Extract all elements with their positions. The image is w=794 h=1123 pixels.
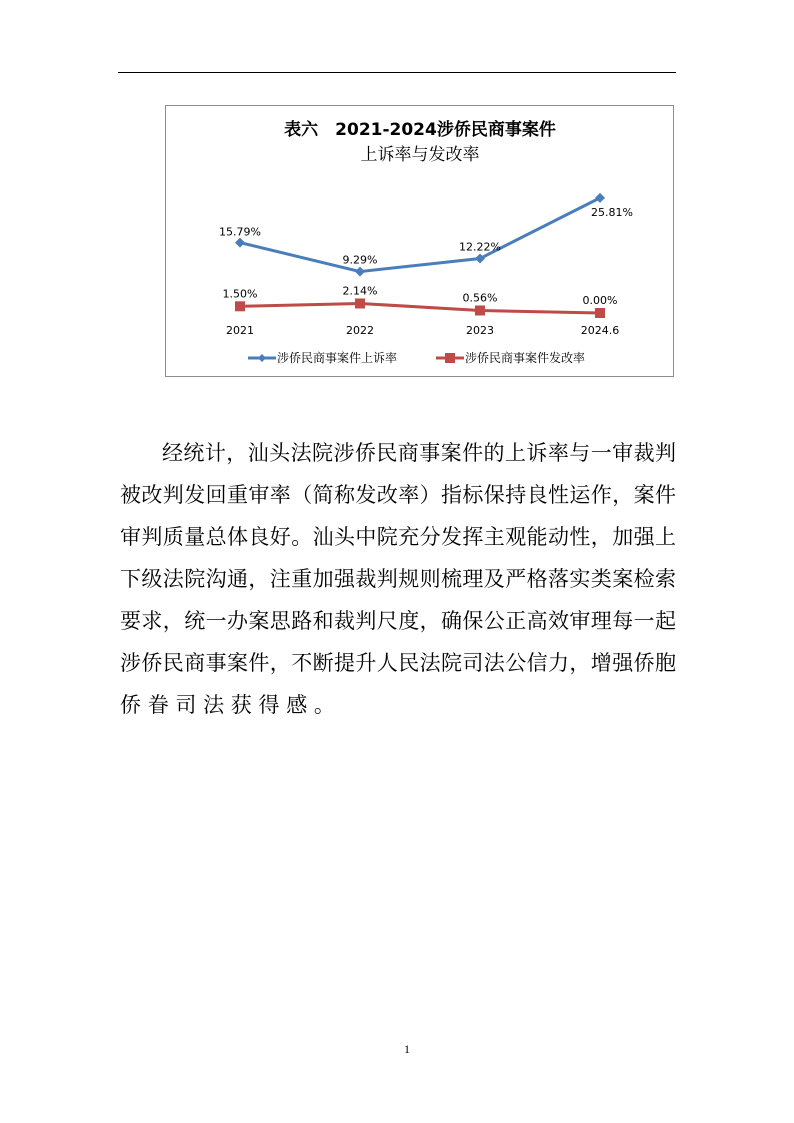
data-point-marker [595,193,605,203]
paragraph-line: 审判质量总体良好。汕头中院充分发挥主观能动性，加强上 [120,525,676,549]
paragraph-line: 被改判发回重审率（简称发改率）指标保持良性运作，案件 [120,483,676,507]
paragraph-line: 侨眷司法获得感。 [120,693,342,717]
chart-canvas [166,106,675,378]
header-rule [118,72,676,73]
data-point-marker [355,298,365,308]
x-tick-label: 2021 [226,324,254,337]
data-label: 2.14% [342,284,378,298]
data-point-marker [595,308,605,318]
data-point-marker [475,253,485,263]
data-label: 12.22% [459,240,501,254]
data-point-marker [475,306,485,316]
legend-marker-diamond [258,354,266,362]
paragraph-line: 下级法院沟通，注重加强裁判规则梳理及严格落实类案检索 [120,567,676,591]
data-label: 0.00% [582,294,618,307]
page-number: 1 [404,1042,410,1056]
chart-title: 表六 2021-2024涉侨民商事案件 [284,120,556,140]
x-tick-label: 2024.6 [580,324,620,337]
data-label: 25.81% [591,205,633,219]
series-line-2 [240,303,600,313]
paragraph-line: 要求，统一办案思路和裁判尺度，确保公正高效审理每一起 [120,609,676,633]
x-tick-label: 2022 [346,324,374,337]
line-chart [165,105,674,377]
legend-label: 涉侨民商事案件上诉率 [277,351,398,365]
data-label: 15.79% [219,225,261,239]
legend-label: 涉侨民商事案件发改率 [465,351,586,365]
x-tick-label: 2023 [466,324,494,337]
data-label: 9.29% [342,253,378,267]
legend-marker-square [445,353,455,363]
data-point-marker [235,238,245,248]
data-point-marker [355,267,365,277]
paragraph-line: 涉侨民商事案件，不断提升人民法院司法公信力，增强侨胞 [120,651,676,675]
data-label: 1.50% [222,287,258,301]
paragraph-line: 经统计，汕头法院涉侨民商事案件的上诉率与一审裁判 [162,441,676,465]
chart-subtitle: 上诉率与发改率 [360,145,480,165]
series-line-1 [240,198,600,272]
data-point-marker [235,301,245,311]
body-paragraph [120,432,676,726]
data-label: 0.56% [462,291,498,305]
